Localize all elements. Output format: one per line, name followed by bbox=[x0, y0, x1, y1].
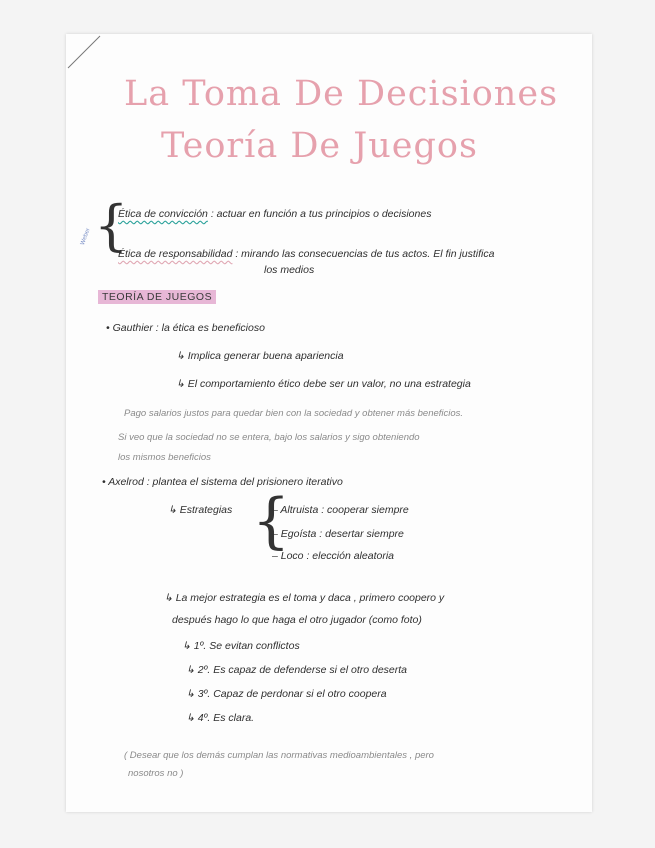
best-strategy-line-2: después hago lo que haga el otro jugador (como foto) bbox=[172, 614, 422, 626]
strategies-label: ↳ Estrategias bbox=[168, 504, 233, 516]
reason-4: ↳ 4º. Es clara. bbox=[186, 712, 255, 724]
title-line-2: Teoría De Juegos bbox=[161, 126, 478, 166]
strategy-egoista: – Egoísta : desertar siempre bbox=[272, 528, 404, 540]
gauthier-sub-2: ↳ El comportamiento ético debe ser un valor, no una estrategia bbox=[176, 378, 471, 390]
best-strategy-line-1: ↳ La mejor estrategia es el toma y daca , primero coopero y bbox=[164, 592, 445, 604]
axelrod-bullet: • Axelrod : plantea el sistema del prisionero iterativo bbox=[102, 476, 343, 488]
gauthier-note-1: Pago salarios justos para quedar bien con la sociedad y obtener más beneficios. bbox=[124, 408, 464, 419]
page-fold-mark bbox=[66, 34, 106, 74]
notebook-page bbox=[66, 34, 592, 812]
section-heading: TEORÍA DE JUEGOS bbox=[98, 290, 216, 304]
ethics-responsabilidad-term: Ética de responsabilidad bbox=[118, 248, 233, 260]
gauthier-note-2: Si veo que la sociedad no se entera, bajo los salarios y sigo obteniendo bbox=[118, 432, 420, 443]
ethics-brace: { bbox=[94, 194, 129, 257]
gauthier-bullet: • Gauthier : la ética es beneficioso bbox=[106, 322, 265, 334]
ethics-conviccion-term: Ética de convicción bbox=[118, 208, 208, 220]
ethics-conviccion-definition: : actuar en función a tus principios o decisiones bbox=[210, 208, 432, 220]
ethics-conviccion bbox=[118, 208, 431, 220]
ethics-responsabilidad-cont: los medios bbox=[264, 264, 315, 276]
strategy-loco: – Loco : elección aleatoria bbox=[272, 550, 394, 562]
reason-1: ↳ 1º. Se evitan conflictos bbox=[182, 640, 300, 652]
final-note-2: nosotros no ) bbox=[128, 768, 184, 779]
final-note-1: ( Desear que los demás cumplan las normativas medioambientales , pero bbox=[124, 750, 434, 761]
strategies-brace: { bbox=[252, 486, 291, 556]
strategy-altruista: – Altruista : cooperar siempre bbox=[272, 504, 409, 516]
gauthier-sub-1: ↳ Implica generar buena apariencia bbox=[176, 350, 344, 362]
ethics-responsabilidad bbox=[118, 248, 494, 260]
title-line-1: La Toma De Decisiones bbox=[124, 74, 559, 114]
ethics-responsabilidad-definition: : mirando las consecuencias de tus actos. El fin justifica bbox=[235, 248, 495, 260]
margin-note: Weber bbox=[80, 227, 92, 247]
reason-3: ↳ 3º. Capaz de perdonar si el otro coopera bbox=[186, 688, 387, 700]
reason-2: ↳ 2º. Es capaz de defenderse si el otro deserta bbox=[186, 664, 408, 676]
gauthier-note-3: los mismos beneficios bbox=[118, 452, 211, 463]
